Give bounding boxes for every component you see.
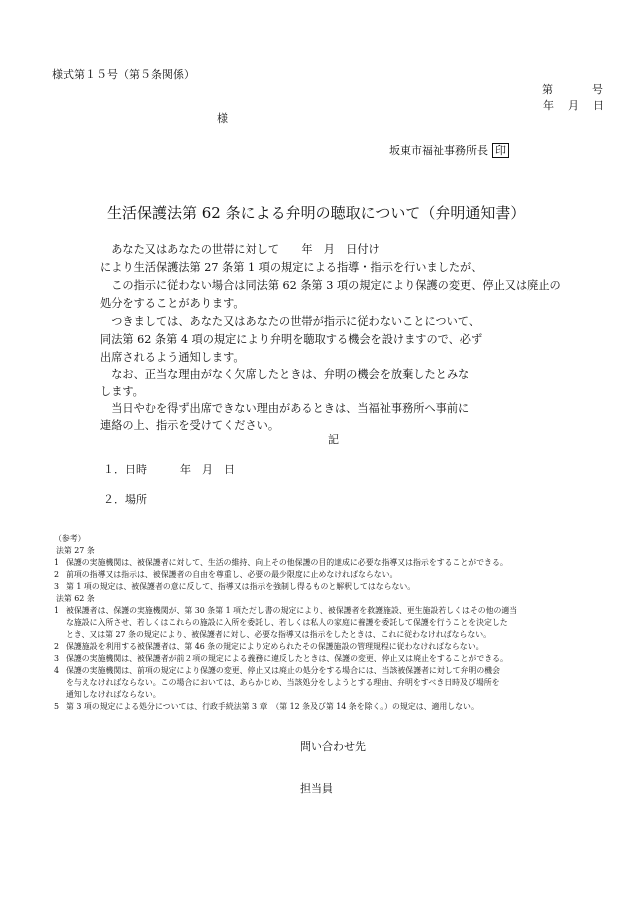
doc-number-prefix: 第: [542, 83, 553, 96]
body-line: 同法第 62 条第 4 項の規定により弁明を聴取する機会を設けますので、必ず: [100, 333, 483, 346]
body-line: つきましては、あなた又はあなたの世帯が指示に従わないことについて、: [100, 315, 480, 328]
reference-clause: [54, 665, 500, 676]
item-place: ２．場所: [103, 493, 147, 506]
body-line: なお、正当な理由がなく欠席したときは、弁明の機会を放棄したとみな: [100, 368, 470, 381]
clause-number: 3: [54, 582, 60, 591]
body-line: により生活保護法第 27 条第 1 項の規定による指導・指示を行いましたが、: [100, 261, 483, 274]
body-line: 出席されるよう通知します。: [100, 351, 245, 364]
reference-heading: （参考）: [54, 534, 86, 543]
clause-number: 1: [54, 606, 60, 615]
clause-text-continued: な施設に入所させ、若しくはこれらの施設に入所を委託し、若しくは私人の家庭に養護を委託して保護を行うことを決定した: [66, 618, 508, 627]
clause-number: 2: [54, 570, 60, 579]
date-year: 年: [543, 99, 554, 112]
reference-clause: [54, 569, 397, 580]
body-line: します。: [100, 385, 144, 398]
contact-heading: 問い合わせ先: [300, 740, 366, 753]
reference-clause: [54, 557, 508, 568]
body-line: 処分をすることがあります。: [100, 297, 245, 310]
clause-number: 4: [54, 666, 60, 675]
reference-clause: [54, 653, 508, 664]
form-number: 様式第１５号（第５条関係）: [52, 68, 195, 81]
clause-text-continued: 通知しなければならない。: [66, 690, 161, 699]
body-line: 連絡の上、指示を受けてください。: [100, 419, 280, 432]
item-datetime: １．日時 年 月 日: [103, 463, 235, 476]
clause-text: 保護施設を利用する被保護者は、第 46 条の規定により定められたその保護施設の管理規程に従わなければならない。: [66, 642, 484, 651]
clause-text-continued: とき、又は第 27 条の規定により、被保護者に対し、必要な指導又は指示をしたときは、これに従わなければならない。: [66, 630, 492, 639]
seal-mark: 印: [492, 143, 509, 158]
date-day: 日: [593, 99, 604, 112]
addressee-suffix: 様: [217, 112, 228, 125]
clause-number: 2: [54, 642, 60, 651]
clause-text: 前項の指導又は指示は、被保護者の自由を尊重し、必要の最少限度に止めなければならない。: [66, 570, 398, 579]
reference-clause: [54, 701, 479, 712]
body-line: この指示に従わない場合は同法第 62 条第 3 項の規定により保護の変更、停止又は廃止の: [100, 279, 561, 292]
clause-number: 5: [54, 702, 60, 711]
clause-number: 3: [54, 654, 60, 663]
ki-heading: 記: [328, 433, 339, 446]
clause-text: 被保護者は、保護の実施機関が、第 30 条第 1 項ただし書の規定により、被保護者を救護施設、更生施設若しくはその他の適当: [66, 606, 518, 615]
doc-number-suffix: 号: [592, 83, 603, 96]
clause-text: 保護の実施機関は、前項の規定により保護の変更、停止又は廃止の処分をする場合には、当該被保護者に対して弁明の機会: [66, 666, 500, 675]
clause-text: 保護の実施機関は、被保護者に対して、生活の維持、向上その他保護の目的達成に必要な指導又は指示をすることができる。: [66, 558, 508, 567]
sender-name: 坂東市福祉事務所長: [389, 144, 488, 157]
reference-clause: [54, 605, 517, 616]
reference-clause: [54, 581, 415, 592]
clause-text-continued: を与えなければならない。この場合においては、あらかじめ、当該処分をしようとする理由、弁明をすべき日時及び場所を: [66, 678, 500, 687]
reference-clause: [54, 641, 483, 652]
clause-text: 保護の実施機関は、被保護者が前２項の規定による義務に違反したときは、保護の変更、停止又は廃止をすることができる。: [66, 654, 508, 663]
date-month: 月: [568, 99, 579, 112]
clause-text: 第 1 項の規定は、被保護者の意に反して、指導又は指示を強制し得るものと解釈してはならない。: [66, 582, 416, 591]
sender: [389, 142, 509, 158]
contact-person: 担当員: [300, 782, 333, 795]
reference-article-27-title: 法第 27 条: [56, 546, 95, 555]
body-line: あなた又はあなたの世帯に対して 年 月 日付け: [100, 243, 380, 256]
page-title: 生活保護法第 62 条による弁明の聴取について（弁明通知書）: [107, 204, 526, 222]
body-line: 当日やむを得ず出席できない理由があるときは、当福祉事務所へ事前に: [100, 402, 470, 415]
clause-number: 1: [54, 558, 60, 567]
clause-text: 第 3 項の規定による処分については、行政手続法第 3 章 （第 12 条及び第 14 条を除く。）の規定は、適用しない。: [66, 702, 479, 711]
reference-article-62-title: 法第 62 条: [56, 594, 95, 603]
